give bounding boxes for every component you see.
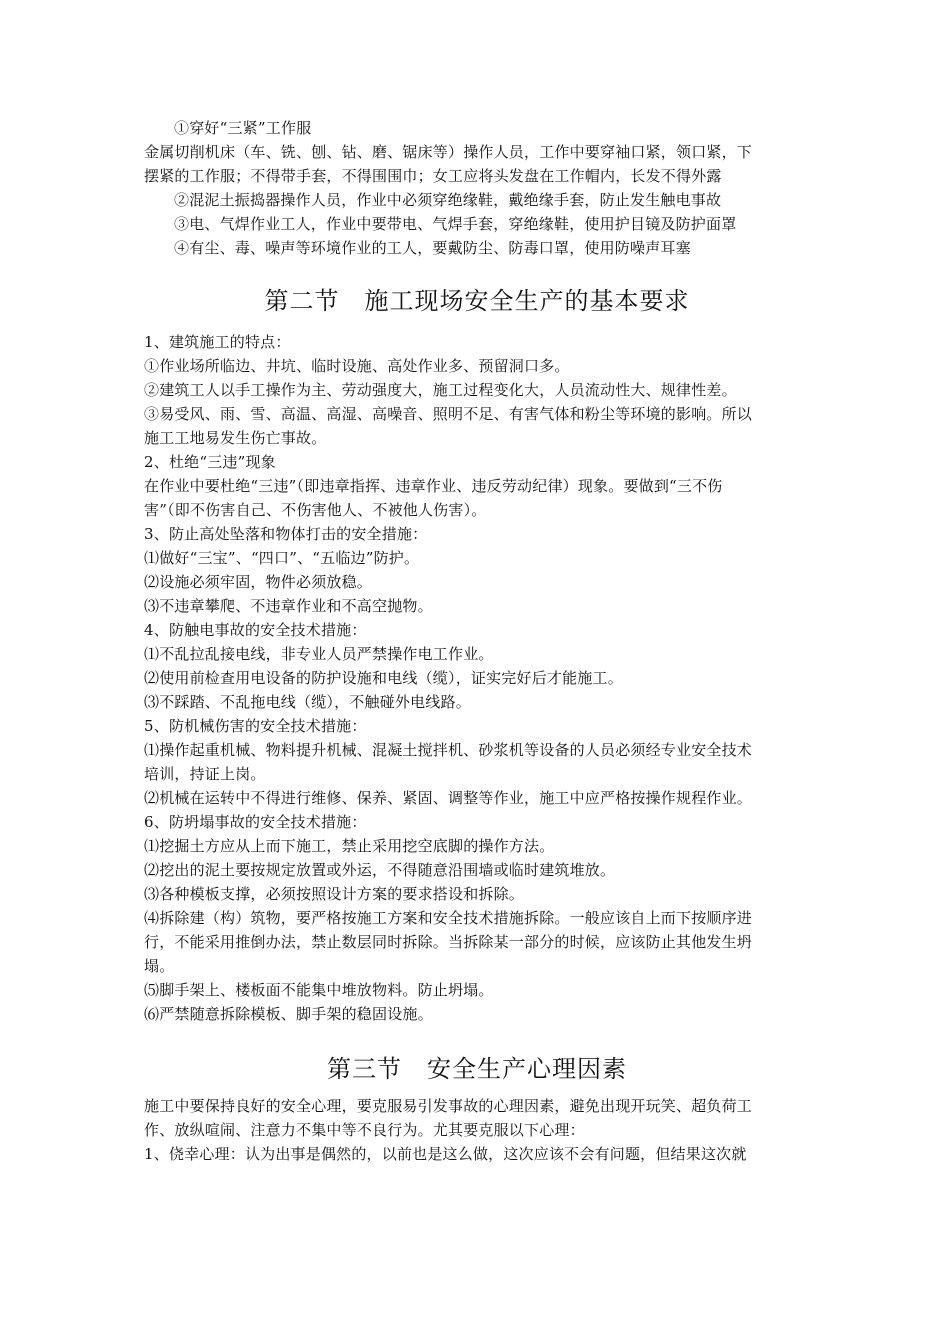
paragraph-line: ⑴做好“三宝”、“四口”、“五临边”防护。 <box>144 549 420 567</box>
paragraph-line: ⑷拆除建（构）筑物，要严格按施工方案和安全技术措施拆除。一般应该自上而下按顺序进 <box>144 909 753 927</box>
section-2-heading: 第二节 施工现场安全生产的基本要求 <box>264 287 690 315</box>
paragraph-line: 3、防止高处坠落和物体打击的安全措施： <box>144 525 428 543</box>
paragraph-line: ⑵挖出的泥土要按规定放置或外运，不得随意沿围墙或临时建筑堆放。 <box>144 861 616 879</box>
paragraph-line: 作、放纵喧闹、注意力不集中等不良行为。尤其要克服以下心理： <box>144 1121 585 1139</box>
paragraph-line: 行，不能采用推倒办法，禁止数层同时拆除。当拆除某一部分的时候，应该防止其他发生坍 <box>144 933 753 951</box>
paragraph-line: ⑵使用前检查用电设备的防护设施和电线（缆），证实完好后才能施工。 <box>144 669 623 687</box>
document-page <box>144 116 810 1166</box>
paragraph-line: ⑵设施必须牢固，物件必须放稳。 <box>144 573 373 591</box>
paragraph-line: ⑶各种模板支撑，必须按照设计方案的要求搭设和拆除。 <box>144 885 525 903</box>
paragraph-line: ⑶不踩踏、不乱拖电线（缆），不触碰外电线路。 <box>144 693 471 711</box>
paragraph-line: ⑴操作起重机械、物料提升机械、混凝土搅拌机、砂浆机等设备的人员必须经专业安全技术 <box>144 741 753 759</box>
section-3-body <box>144 1094 810 1166</box>
paragraph-line: ③电、气焊作业工人，作业中要带电、气焊手套，穿绝缘鞋，使用护目镜及防护面罩 <box>174 215 737 233</box>
paragraph-line: ②建筑工人以手工操作为主、劳动强度大，施工过程变化大，人员流动性大、规律性差。 <box>144 381 737 399</box>
paragraph-line: ②混泥土振捣器操作人员，作业中必须穿绝缘鞋，戴绝缘手套，防止发生触电事故 <box>174 191 722 209</box>
paragraph-line: ③易受风、雨、雪、高温、高湿、高噪音、照明不足、有害气体和粉尘等环境的影响。所以 <box>144 405 753 423</box>
paragraph-line: 4、防触电事故的安全技术措施： <box>144 621 367 639</box>
paragraph-line: 摆紧的工作服；不得带手套，不得围围巾；女工应将头发盘在工作帽内，长发不得外露 <box>144 167 722 185</box>
paragraph-line: 塌。 <box>144 957 175 975</box>
paragraph-line: 害”（即不伤害自己、不伤害他人、不被他人伤害）。 <box>144 501 487 519</box>
paragraph-line: 施工工地易发生伤亡事故。 <box>144 429 327 447</box>
paragraph-line: 培训，持证上岗。 <box>144 765 266 783</box>
paragraph-line: ①作业场所临边、井坑、临时设施、高处作业多、预留洞口多。 <box>144 357 570 375</box>
paragraph-line: 1、建筑施工的特点： <box>144 333 291 351</box>
paragraph-line: ⑴挖掘土方应从上而下施工，禁止采用挖空底脚的操作方法。 <box>144 837 555 855</box>
intro-block <box>144 116 810 260</box>
paragraph-line: 1、侥幸心理：认为出事是偶然的，以前也是这么做，这次应该不会有问题，但结果这次就 <box>144 1145 747 1163</box>
paragraph-line: ⑴不乱拉乱接电线，非专业人员严禁操作电工作业。 <box>144 645 494 663</box>
paragraph-line: 施工中要保持良好的安全心理，要克服易引发事故的心理因素，避免出现开玩笑、超负荷工 <box>144 1097 753 1115</box>
paragraph-line: 5、防机械伤害的安全技术措施： <box>144 717 367 735</box>
paragraph-line: ⑹严禁随意拆除模板、脚手架的稳固设施。 <box>144 1005 433 1023</box>
paragraph-line: 在作业中要杜绝“三违”（即违章指挥、违章作业、违反劳动纪律）现象。要做到“三不伤 <box>144 477 723 495</box>
paragraph-line: ④有尘、毒、噪声等环境作业的工人，要戴防尘、防毒口罩，使用防噪声耳塞 <box>174 239 691 257</box>
paragraph-line: ⑵机械在运转中不得进行维修、保养、紧固、调整等作业，施工中应严格按操作规程作业。 <box>144 789 753 807</box>
section-2-body <box>144 330 810 1026</box>
paragraph-line: 金属切削机床（车、铣、刨、钻、磨、锯床等）操作人员，工作中要穿袖口紧，领口紧，下 <box>144 143 753 161</box>
paragraph-line: ①穿好“三紧”工作服 <box>174 119 312 137</box>
paragraph-line: ⑶不违章攀爬、不违章作业和不高空抛物。 <box>144 597 433 615</box>
paragraph-line: 2、杜绝“三违”现象 <box>144 453 276 471</box>
section-3-heading: 第三节 安全生产心理因素 <box>327 1055 627 1083</box>
paragraph-line: 6、防坍塌事故的安全技术措施： <box>144 813 367 831</box>
paragraph-line: ⑸脚手架上、楼板面不能集中堆放物料。防止坍塌。 <box>144 981 494 999</box>
